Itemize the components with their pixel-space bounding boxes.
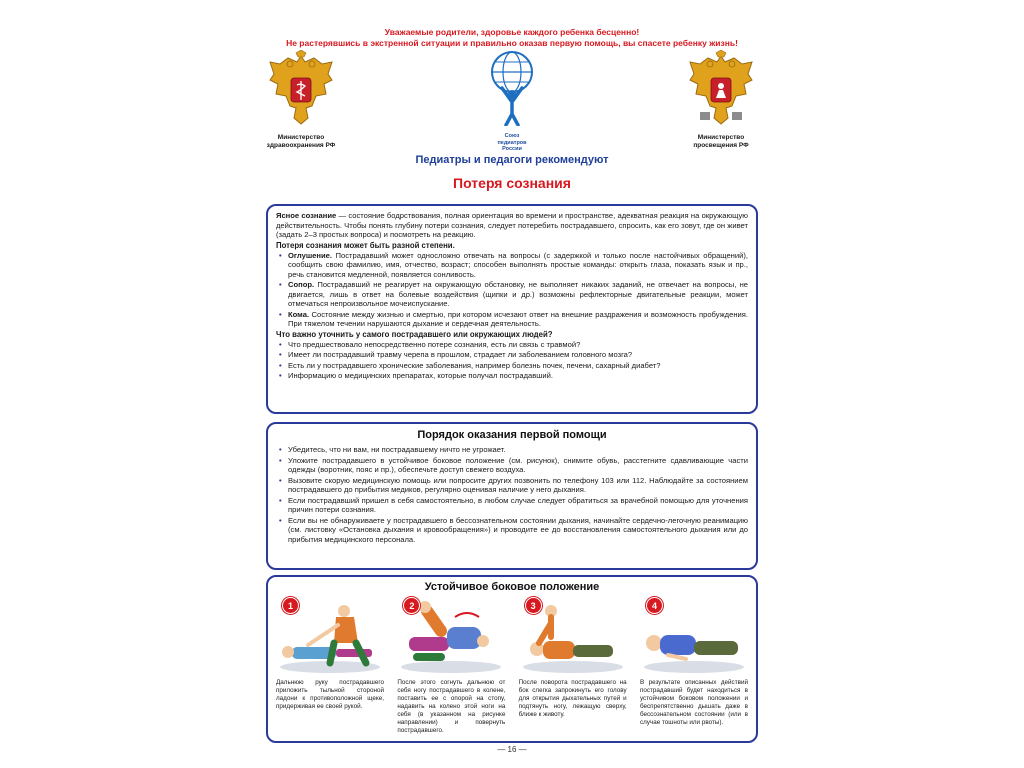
list-item: • Если вы не обнаруживаете у пострадавшего в бессознательном состоянии дыхания, начинайте сердечно-легочную реанимацию (см. листовку «Остановка дыхания и кровообращения») и проводите ее до восстановления самостоятельного дыхания или до прибытия медицинского персонала. [276, 516, 748, 545]
degree-term: Оглушение. [288, 250, 332, 260]
step-1-illustration [274, 597, 386, 675]
right-ministry-line-2: просвещения РФ [693, 142, 749, 149]
first-aid-list [276, 445, 748, 544]
recovery-position-panel [266, 575, 758, 743]
step-caption: После этого согнуть дальнюю от себя ногу пострадавшего в колене, поставить ее с опорой на стопу, надавить на колено этой ноги на себя (в указанном на рисунке направлении) и повернуть пострадавшего. [397, 679, 506, 734]
list-item: • Имеет ли пострадавший травму черепа в прошлом, страдает ли заболеванием головного мозга? [276, 350, 748, 360]
ask-heading: Что важно уточнить у самого пострадавшего или окружающих людей? [276, 329, 553, 339]
recovery-step-2 [395, 597, 507, 735]
recovery-position-heading: Устойчивое боковое положение [424, 581, 600, 593]
step-number-badge: 2 [403, 597, 420, 614]
right-ministry-line-1: Министерство [697, 134, 745, 141]
degree-text: Состояние между жизнью и смертью, при котором исчезают ответ на внешние раздражения и возможность пробуждения. При тяжелом течении нарушаются дыхание и сердечная деятельность. [288, 309, 748, 328]
step-caption: Дальнюю руку пострадавшего приложить тыльной стороной ладони к противоположной щеке, придерживая ее своей рукой. [276, 679, 384, 710]
page-number: — 16 — [497, 745, 527, 754]
list-item: • Информацию о медицинских препаратах, которые получал пострадавший. [276, 371, 748, 381]
list-item: • Если пострадавший пришел в себя самостоятельно, в любом случае следует обратиться за врачебной помощью для уточнения причин потери сознания. [276, 496, 748, 515]
pediatricians-union-logo [472, 50, 552, 153]
step-2-illustration [395, 597, 507, 675]
ministry-education-emblem [666, 50, 776, 150]
double-headed-eagle-icon [686, 50, 756, 128]
degree-term: Сопор. [288, 280, 315, 289]
left-ministry-line-1: Министерство [277, 134, 325, 141]
first-aid-heading: Порядок оказания первой помощи [417, 429, 607, 441]
list-item: • Уложите пострадавшего в устойчивое боковое положение (см. рисунок), снимите обувь, расстегните сдавливающие части одежды (воротник, пояс и пр.), обеспечьте доступ свежего воздуха. [276, 456, 748, 475]
list-item [276, 251, 748, 280]
degree-text: Пострадавший может односложно отвечать на вопросы (с задержкой и только после настойчивых обращений), сообщить свою фамилию, имя, отчество, возраст; способен выполнять простые команды: открыть глаза, показать язык и пр., речь становится медленной, появляется сонливость. [288, 250, 748, 279]
list-item: • Что предшествовало непосредственно потере сознания, есть ли связь с травмой? [276, 340, 748, 350]
step-number-badge: 3 [525, 597, 542, 614]
ask-list [276, 340, 748, 381]
intro-term: Ясное сознание [276, 211, 337, 220]
step-caption: После поворота пострадавшего на бок слегка запрокинуть его голову для открытия дыхательных путей и подтянуть ногу, лежащую сверху, ближе к животу. [518, 679, 627, 718]
recovery-step-4 [638, 597, 750, 735]
intro-paragraph [276, 211, 748, 240]
list-item: • Есть ли у пострадавшего хронические заболевания, например болезнь почек, печени, сахарный диабет? [276, 361, 748, 371]
first-aid-panel [266, 422, 758, 570]
list-item [276, 280, 748, 309]
degrees-heading: Потеря сознания может быть разной степени. [276, 240, 455, 250]
step-4-illustration [638, 597, 750, 675]
list-item [276, 310, 748, 329]
union-line-1: Союз [504, 133, 520, 139]
recovery-steps [274, 597, 750, 735]
consciousness-info-panel [266, 204, 758, 414]
list-item: • Убедитесь, что ни вам, ни пострадавшему ничто не угрожает. [276, 445, 748, 455]
union-line-3: России [502, 146, 522, 152]
left-ministry-line-2: здравоохранения РФ [266, 142, 336, 149]
degree-text: Пострадавший не реагирует на окружающую обстановку, не выполняет никаких заданий, не отвечает на вопросы, не двигается, лишь в ответ на болевые воздействия (щипки и др.) возможны рефлекторные двигательные реакции, может отмечаться непроизвольное мочеиспускание. [288, 280, 748, 308]
recommend-heading: Педиатры и педагоги рекомендуют [415, 154, 609, 166]
appeal-line-1: Уважаемые родители, здоровье каждого ребенка бесценно! [384, 27, 640, 37]
globe-figure-icon [484, 50, 540, 126]
step-number-badge: 4 [646, 597, 663, 614]
recovery-step-1 [274, 597, 386, 735]
ministry-health-emblem [246, 50, 356, 150]
step-caption: В результате описанных действий пострадавший будет находиться в устойчивом боковом положении и беспрепятственно дышать даже в бессознательном состоянии (или в случае тошноты или рвоты). [639, 679, 748, 726]
step-number-badge: 1 [282, 597, 299, 614]
degrees-list [276, 251, 748, 329]
page-title: Потеря сознания [453, 175, 571, 191]
step-3-illustration [517, 597, 629, 675]
union-line-2: педиатров [497, 139, 527, 146]
appeal-line-2: Не растерявшись в экстренной ситуации и правильно оказав первую помощь, вы спасете ребенку жизнь! [286, 38, 738, 48]
list-item: • Вызовите скорую медицинскую помощь или попросите других позвонить по телефону 103 или 112. Наблюдайте за состоянием пострадавшего до прибытия медиков, регулярно оценивая наличие у него дыхания. [276, 476, 748, 495]
recovery-step-3 [517, 597, 629, 735]
degree-term: Кома. [288, 309, 310, 319]
double-headed-eagle-icon [266, 50, 336, 128]
intro-text: — состояние бодрствования, полная ориентация во времени и пространстве, адекватная реакция на окружающую действительность. Чтобы понять глубину потери сознания, следует потеребить пострадавшего, спросить, как его зовут, где он живет (задать 2–3 простых вопроса) и посмотреть на реакцию. [276, 211, 748, 239]
